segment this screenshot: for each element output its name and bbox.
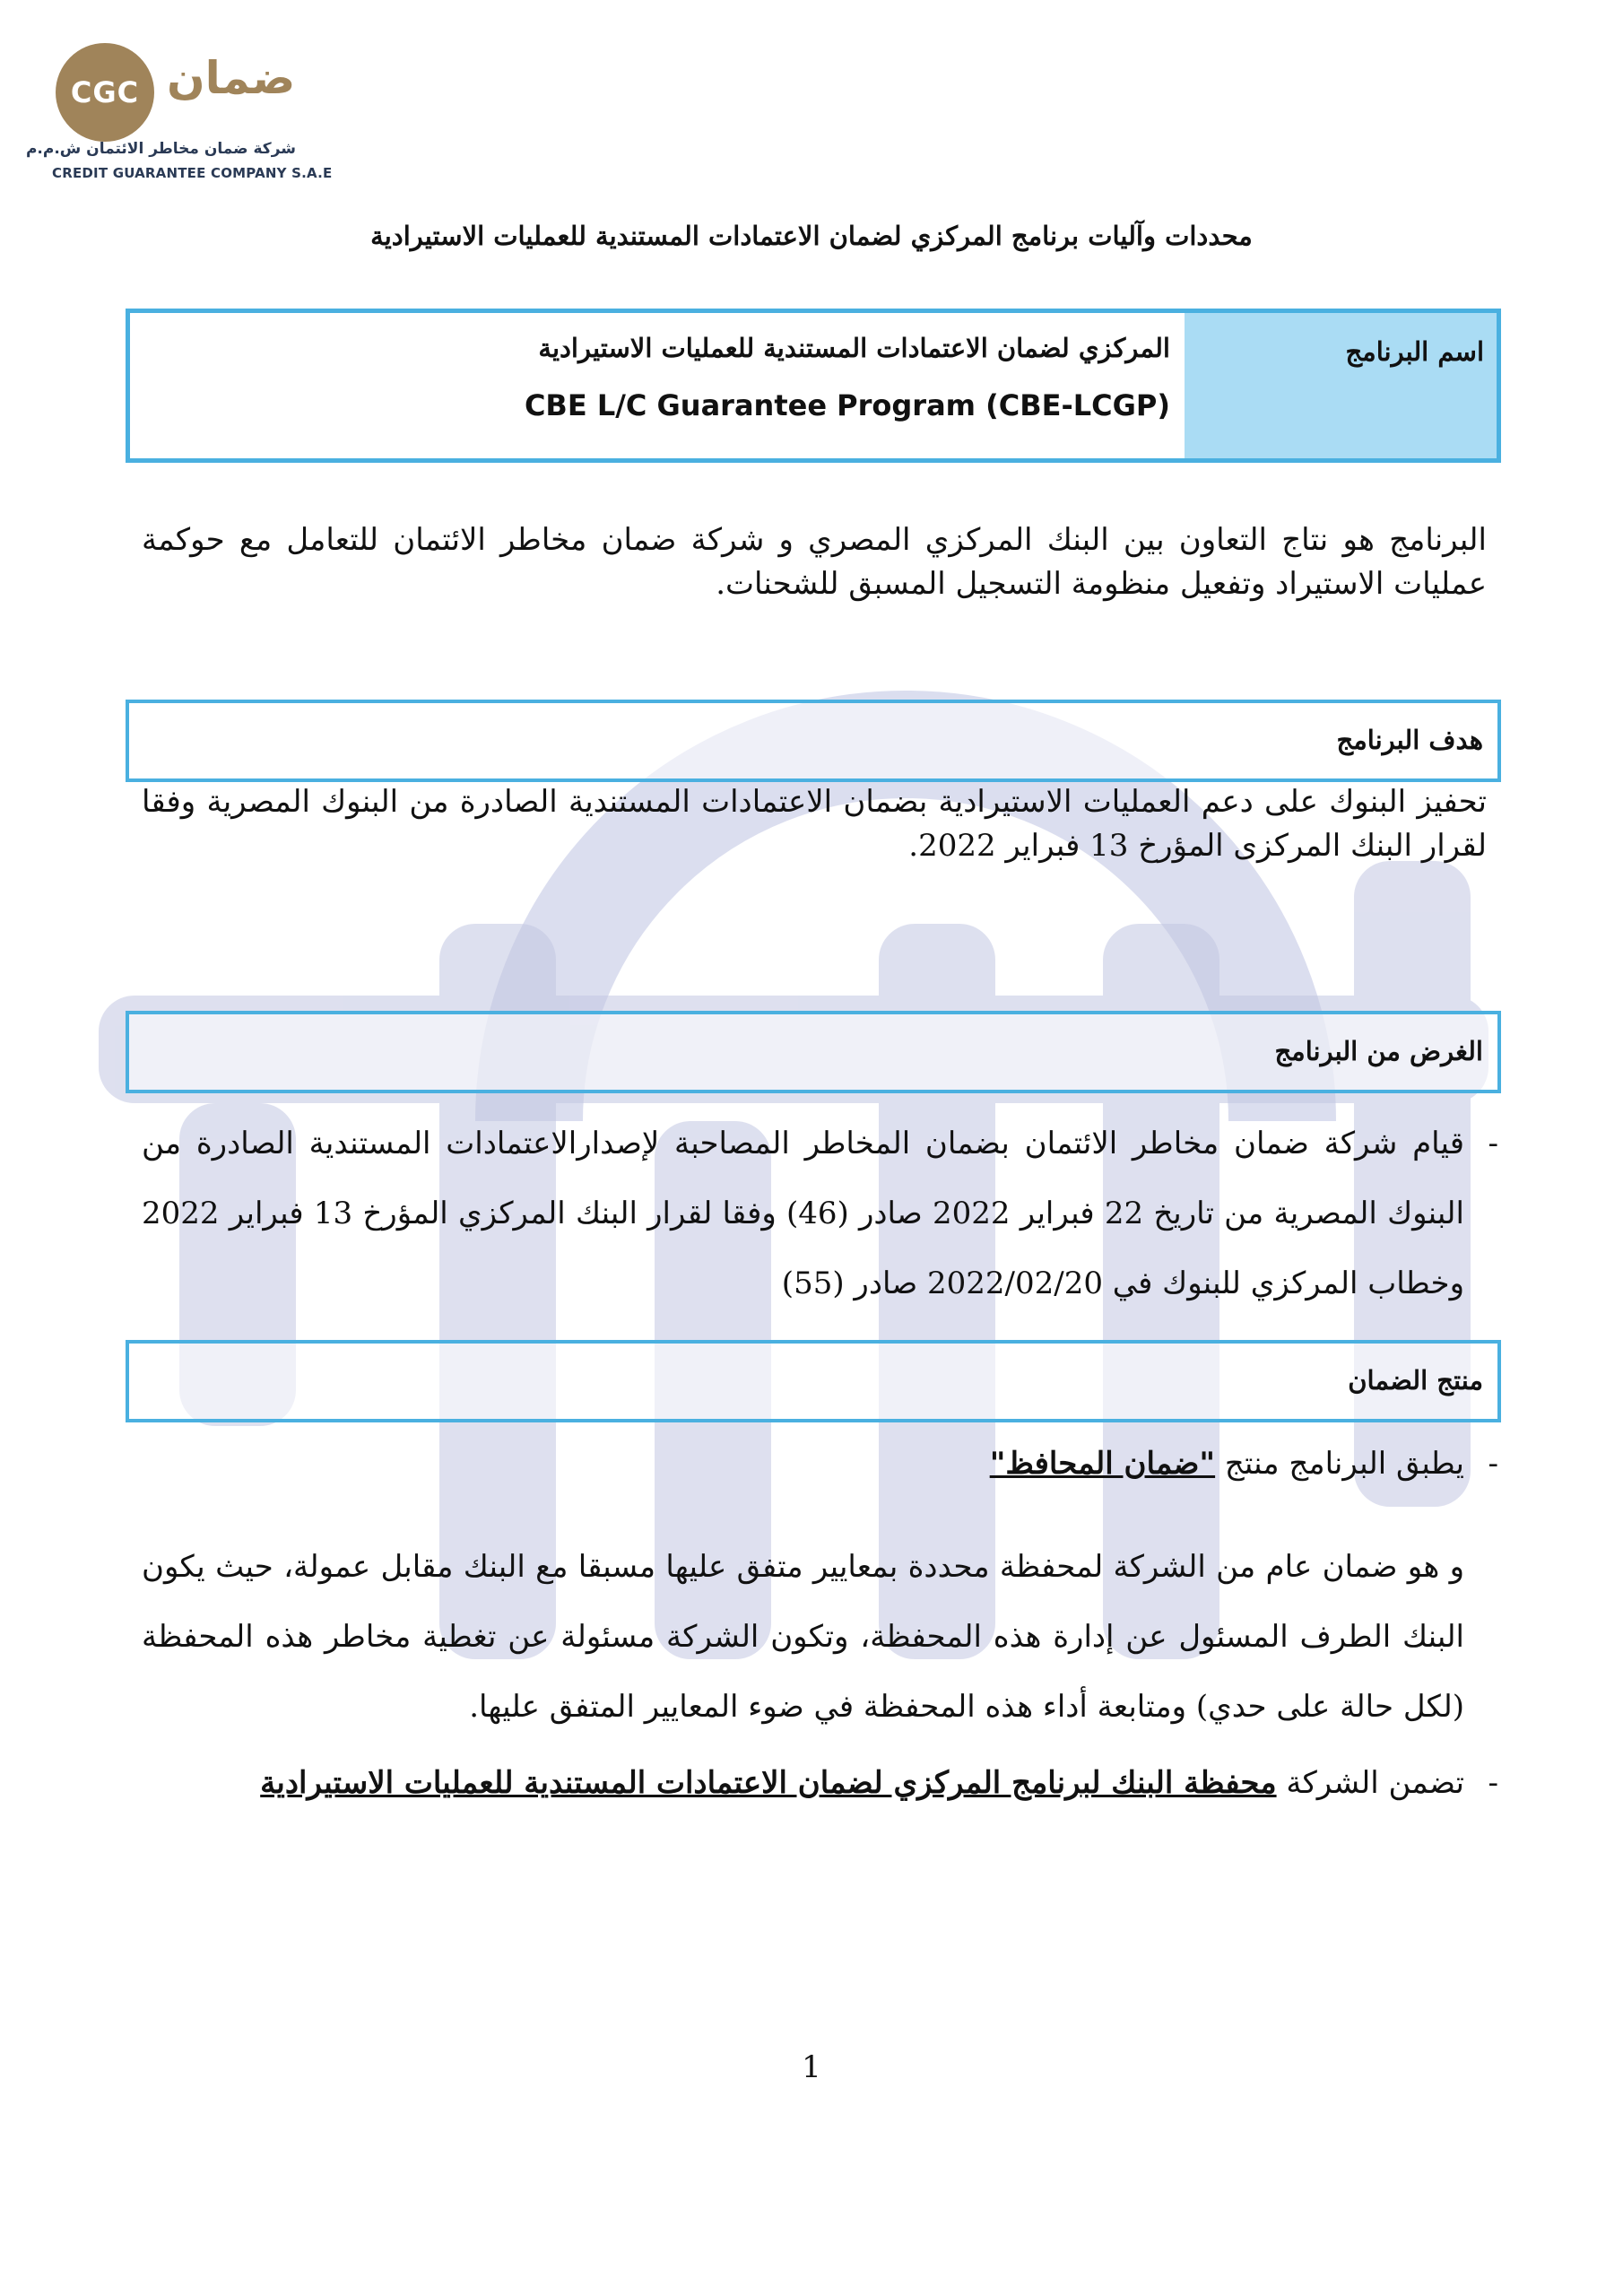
document-title: محددات وآليات برنامج المركزي لضمان الاعتمادات المستندية للعمليات الاستيرادية <box>370 221 1253 251</box>
program-name-value <box>130 313 1185 458</box>
product-bullet-2-emphasis: محفظة البنك لبرنامج المركزي لضمان الاعتمادات المستندية للعمليات الاستيرادية <box>260 1765 1277 1801</box>
bullet-dash: - <box>1488 1126 1498 1161</box>
goal-heading: هدف البرنامج <box>1336 725 1483 755</box>
goal-paragraph: تحفيز البنوك على دعم العمليات الاستيرادية بضمان الاعتمادات المستندية الصادرة من البنوك المصرية وفقا لقرار البنك المركزى المؤرخ 13 فبراير 2022. <box>142 784 1487 865</box>
program-name-label: اسم البرنامج <box>1185 313 1497 458</box>
logo-circle: CGC <box>56 43 154 142</box>
intro-paragraph: البرنامج هو نتاج التعاون بين البنك المركزي المصري و شركة ضمان مخاطر الائتمان للتعامل مع حوكمة عمليات الاستيراد وتفعيل منظومة التسجيل المسبق للشحنات. <box>142 522 1487 603</box>
product-bullet-1 <box>142 1446 1498 1482</box>
purpose-heading: الغرض من البرنامج <box>1274 1036 1483 1066</box>
product-bullet-2 <box>142 1765 1498 1801</box>
product-bullet-1-prefix: يطبق البرنامج منتج <box>1215 1446 1464 1482</box>
goal-heading-box <box>126 700 1501 782</box>
product-heading-box <box>126 1340 1501 1422</box>
product-bullet-1-emphasis: "ضمان المحافظ" <box>989 1446 1216 1482</box>
purpose-heading-box <box>126 1011 1501 1093</box>
company-logo <box>25 36 333 188</box>
product-heading: منتج الضمان <box>1348 1365 1483 1396</box>
logo-arabic-name: ضمان <box>167 52 296 104</box>
purpose-bullet-text: قيام شركة ضمان مخاطر الائتمان بضمان المخاطر المصاحبة لإصدارالاعتمادات المستندية الصادرة من البنوك المصرية من تاريخ 22 فبراير 2022 صادر (46) وفقا لقرار البنك المركزي المؤرخ 13 فبراير 2022 وخطاب المركزي للبنوك في 2022/02/20 صادر (55) <box>142 1126 1464 1301</box>
program-name-arabic: المركزي لضمان الاعتمادات المستندية للعمليات الاستيرادية <box>538 333 1170 363</box>
page-number: 1 <box>802 2049 821 2085</box>
logo-english-company: CREDIT GUARANTEE COMPANY S.A.E <box>52 165 333 181</box>
logo-arabic-company: شركة ضمان مخاطر الائتمان ش.م.م <box>25 140 296 158</box>
purpose-bullet <box>142 1109 1498 1318</box>
product-paragraph: و هو ضمان عام من الشركة لمحفظة محددة بمعايير متفق عليها مسبقا مع البنك مقابل عمولة، حيث يكون البنك الطرف المسئول عن إدارة هذه المحفظة، وتكون الشركة مسئولة عن تغطية مخاطر هذه المحفظة (لكل حالة على حدي) ومتابعة أداء هذه المحفظة في ضوء المعايير المتفق عليها. <box>142 1549 1464 1725</box>
bullet-dash: - <box>1488 1446 1498 1482</box>
product-bullet-2-prefix: تضمن الشركة <box>1276 1765 1464 1801</box>
bullet-dash: - <box>1488 1765 1498 1801</box>
program-name-english: CBE L/C Guarantee Program (CBE-LCGP) <box>524 388 1170 422</box>
program-name-box <box>126 309 1501 463</box>
